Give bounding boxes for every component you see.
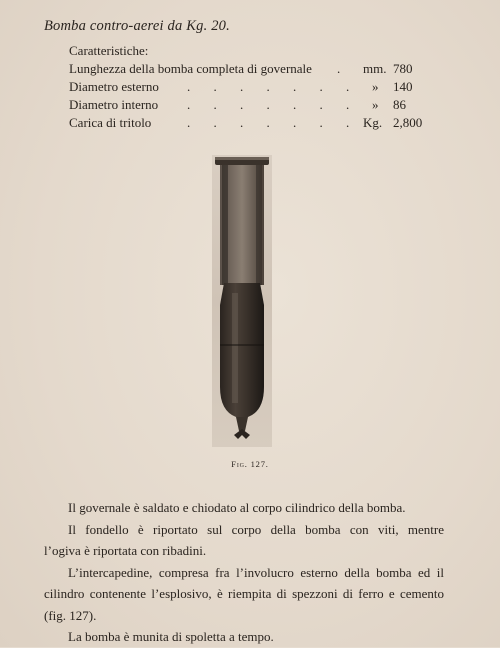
paragraph-continuation: l’ogiva è riportata con ribadini. (44, 543, 207, 558)
specifications-list (69, 42, 429, 132)
spec-unit: » (372, 79, 379, 94)
specifications-title: Caratteristiche: (69, 43, 149, 58)
spec-label: Diametro esterno (69, 79, 159, 94)
spec-leader-dots: . (337, 61, 341, 76)
spec-unit: » (372, 97, 379, 112)
spec-value: 86 (393, 97, 406, 112)
body-text (44, 497, 444, 648)
figure-caption-prefix: Fig. (231, 459, 248, 469)
section-heading: Bomba contro-aerei da Kg. 20. (44, 18, 230, 34)
spec-row-inner-diameter (69, 96, 429, 114)
spec-leader-dots: . . . . . . . (187, 79, 360, 94)
spec-row-length (69, 60, 429, 78)
paragraph: La bomba è munita di spoletta a tempo. (68, 629, 274, 644)
spec-label: Lunghezza della bomba completa di governale (69, 61, 312, 76)
figure-caption-number: 127. (250, 459, 269, 469)
figure-caption (0, 459, 500, 469)
paragraph: Il governale è saldato e chiodato al corpo cilindrico della bomba. (68, 500, 406, 515)
bomb-illustration (212, 155, 272, 447)
spec-value: 140 (393, 79, 413, 94)
spec-label: Diametro interno (69, 97, 159, 112)
paragraph: Il fondello è riportato sul corpo della bomba con viti, mentre (68, 521, 444, 537)
spec-label: Carica di tritolo (69, 115, 152, 130)
spec-value: 2,800 (393, 115, 423, 130)
spec-row-outer-diameter (69, 78, 429, 96)
spec-leader-dots: . . . . . . . (187, 97, 360, 112)
spec-value: 780 (393, 61, 413, 76)
bomb-photograph (212, 155, 272, 447)
spec-unit: mm. (363, 61, 387, 76)
spec-unit: Kg. (363, 115, 383, 130)
spec-row-charge (69, 114, 429, 132)
spec-leader-dots: . . . . . . . (187, 115, 360, 130)
paragraph: L’intercapedine, compresa fra l’involucro esterno della bomba ed il cilindro contenente l’esplosivo, è riempita di spezzoni di ferro e cemento (fig. 127). (44, 564, 444, 623)
